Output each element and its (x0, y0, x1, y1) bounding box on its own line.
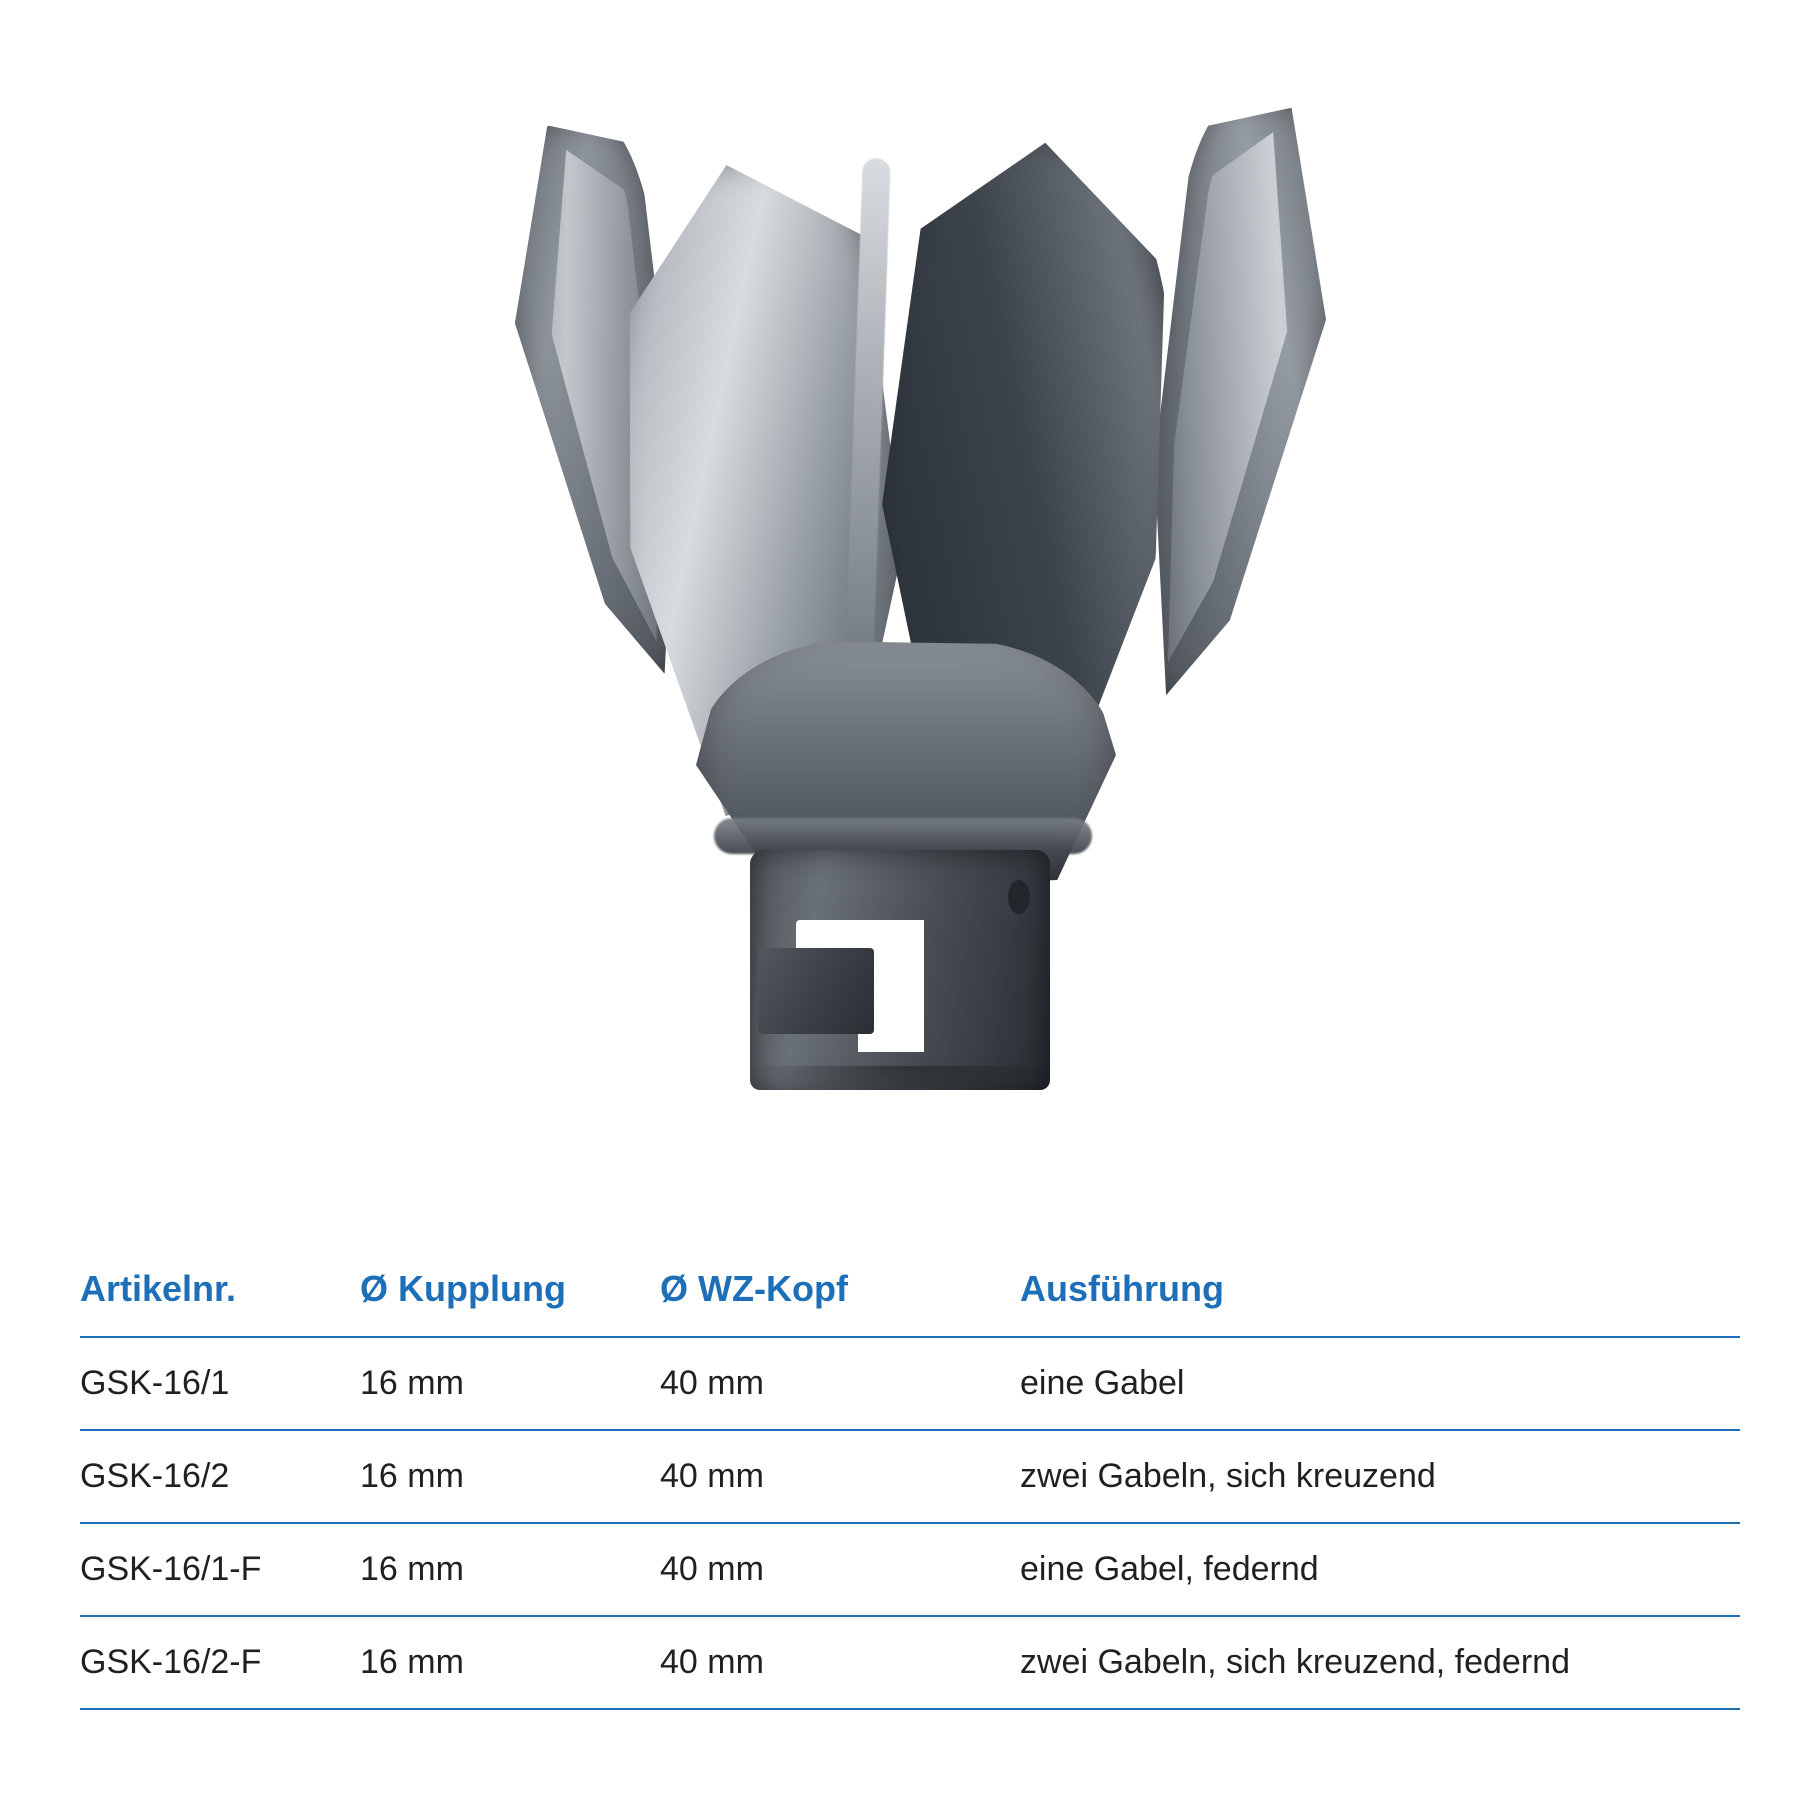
cell-wz-kopf: 40 mm (660, 1430, 1020, 1523)
specs-table-head (80, 1268, 1740, 1337)
cell-wz-kopf: 40 mm (660, 1337, 1020, 1430)
cell-artikelnr: GSK-16/1-F (80, 1523, 360, 1616)
cell-artikelnr: GSK-16/2-F (80, 1616, 360, 1709)
cell-kupplung: 16 mm (360, 1523, 660, 1616)
cell-wz-kopf: 40 mm (660, 1616, 1020, 1709)
product-photo (500, 80, 1330, 1160)
shank-tab-icon (758, 948, 874, 1034)
specs-table (80, 1268, 1740, 1710)
column-header-artikelnr: Artikelnr. (80, 1268, 237, 1309)
drop-shadow (750, 1066, 1050, 1092)
table-row (80, 1616, 1740, 1709)
cell-kupplung: 16 mm (360, 1337, 660, 1430)
cell-artikelnr: GSK-16/1 (80, 1337, 360, 1430)
table-row (80, 1337, 1740, 1430)
column-header-kupplung: Ø Kupplung (360, 1268, 566, 1309)
cell-ausfuehrung: zwei Gabeln, sich kreuzend (1020, 1430, 1740, 1523)
table-header-row (80, 1268, 1740, 1337)
cell-ausfuehrung: zwei Gabeln, sich kreuzend, federnd (1020, 1616, 1740, 1709)
cell-artikelnr: GSK-16/2 (80, 1430, 360, 1523)
column-header-wz-kopf: Ø WZ-Kopf (660, 1268, 848, 1309)
table-row (80, 1430, 1740, 1523)
cell-ausfuehrung: eine Gabel, federnd (1020, 1523, 1740, 1616)
tool-head-illustration (500, 80, 1330, 1160)
cell-wz-kopf: 40 mm (660, 1523, 1020, 1616)
specs-table-body (80, 1337, 1740, 1709)
weld-seam-icon (714, 818, 1092, 854)
table-row (80, 1523, 1740, 1616)
cell-kupplung: 16 mm (360, 1616, 660, 1709)
shank-pin-hole-icon (1008, 880, 1030, 914)
cell-ausfuehrung: eine Gabel (1020, 1337, 1740, 1430)
column-header-ausfuehrung: Ausführung (1020, 1268, 1224, 1309)
cell-kupplung: 16 mm (360, 1430, 660, 1523)
specs-table-wrapper (80, 1268, 1740, 1710)
